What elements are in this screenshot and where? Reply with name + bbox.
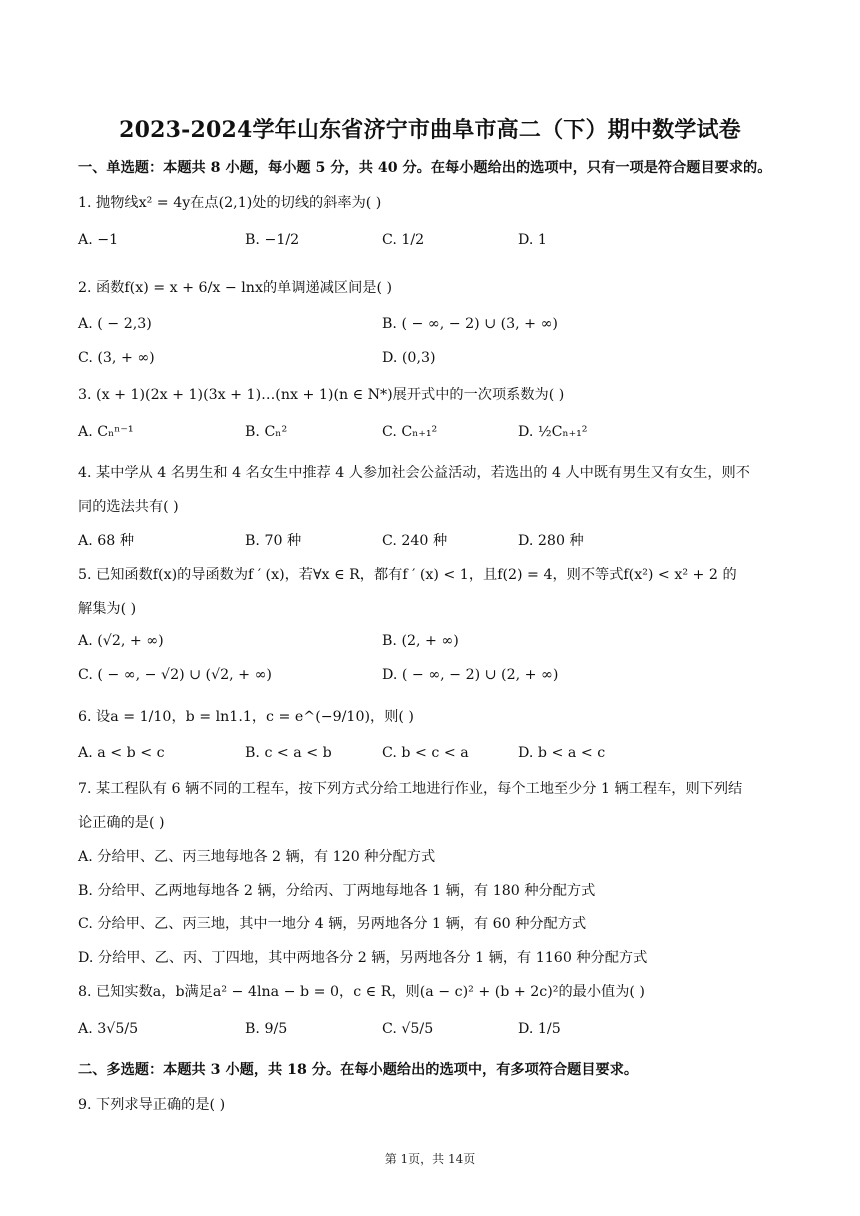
question-7-option-d: D. 分给甲、乙、丙、丁四地，其中两地各分 2 辆，另两地各分 1 辆，有 1160 种分配方式 [78, 950, 648, 966]
question-1-option-b: B. −1/2 [245, 232, 300, 248]
question-2-option-a: A. ( − 2,3) [78, 316, 152, 332]
question-1-option-c: C. 1/2 [382, 232, 425, 248]
question-5-option-a: A. (√2, + ∞) [78, 633, 164, 649]
page-footer: 第 1页，共 14页 [384, 1152, 476, 1166]
question-7-option-b: B. 分给甲、乙两地每地各 2 辆，分给丙、丁两地每地各 1 辆，有 180 种分配方式 [78, 883, 596, 899]
question-8-option-a: A. 3√5/5 [78, 1021, 139, 1037]
question-4-option-d: D. 280 种 [518, 533, 584, 549]
section-1-heading: 一、单选题：本题共 8 小题，每小题 5 分，共 40 分。在每小题给出的选项中，只有一项是符合题目要求的。 [78, 160, 772, 176]
question-8-option-b: B. 9/5 [245, 1021, 288, 1037]
question-2-stem: 2. 函数f(x) = x + 6/x − lnx的单调递减区间是( ) [78, 280, 393, 296]
question-4-option-c: C. 240 种 [382, 533, 448, 549]
question-5-option-d: D. ( − ∞, − 2) ∪ (2, + ∞) [382, 667, 559, 683]
question-9-stem: 9. 下列求导正确的是( ) [78, 1097, 226, 1113]
question-4-option-a: A. 68 种 [78, 533, 135, 549]
question-1-option-d: D. 1 [518, 232, 547, 248]
question-1-option-a: A. −1 [78, 232, 119, 248]
question-7-option-a: A. 分给甲、乙、丙三地每地各 2 辆，有 120 种分配方式 [78, 849, 436, 865]
question-3-option-b: B. Cₙ² [245, 424, 288, 440]
question-8-option-d: D. 1/5 [518, 1021, 561, 1037]
question-6-stem: 6. 设a = 1/10，b = ln1.1，c = e^(−9/10)，则( ) [78, 709, 414, 725]
question-1-stem: 1. 抛物线x² = 4y在点(2,1)处的切线的斜率为( ) [78, 195, 382, 211]
question-6-option-a: A. a < b < c [78, 745, 165, 761]
question-5-stem-line-1: 5. 已知函数f(x)的导函数为f ′ (x)，若∀x ∈ R，都有f ′ (x) < 1，且f(2) = 4，则不等式f(x²) < x² + 2 的 [78, 567, 737, 583]
page-title: 2023-2024学年山东省济宁市曲阜市高二（下）期中数学试卷 [119, 117, 741, 143]
question-2-option-c: C. (3, + ∞) [78, 350, 155, 366]
question-6-option-d: D. b < a < c [518, 745, 606, 761]
question-7-stem-line-2: 论正确的是( ) [78, 815, 165, 831]
question-5-option-c: C. ( − ∞, − √2) ∪ (√2, + ∞) [78, 667, 272, 683]
question-4-stem-line-2: 同的选法共有( ) [78, 499, 179, 515]
question-8-stem: 8. 已知实数a，b满足a² − 4lna − b = 0，c ∈ R，则(a − c)² + (b + 2c)²的最小值为( ) [78, 984, 645, 1000]
question-3-option-d: D. ½Cₙ₊₁² [518, 424, 588, 440]
question-3-option-a: A. Cₙⁿ⁻¹ [78, 424, 134, 440]
question-4-stem-line-1: 4. 某中学从 4 名男生和 4 名女生中推荐 4 人参加社会公益活动，若选出的 4 人中既有男生又有女生，则不 [78, 465, 750, 481]
question-7-option-c: C. 分给甲、乙、丙三地，其中一地分 4 辆，另两地各分 1 辆，有 60 种分配方式 [78, 916, 587, 932]
question-8-option-c: C. √5/5 [382, 1021, 434, 1037]
section-2-heading: 二、多选题：本题共 3 小题，共 18 分。在每小题给出的选项中，有多项符合题目要求。 [78, 1062, 639, 1078]
question-2-option-b: B. ( − ∞, − 2) ∪ (3, + ∞) [382, 316, 558, 332]
question-6-option-c: C. b < c < a [382, 745, 469, 761]
question-3-option-c: C. Cₙ₊₁² [382, 424, 438, 440]
question-6-option-b: B. c < a < b [245, 745, 332, 761]
question-7-stem-line-1: 7. 某工程队有 6 辆不同的工程车，按下列方式分给工地进行作业，每个工地至少分 1 辆工程车，则下列结 [78, 781, 743, 797]
question-2-option-d: D. (0,3) [382, 350, 436, 366]
question-5-option-b: B. (2, + ∞) [382, 633, 459, 649]
question-3-stem: 3. (x + 1)(2x + 1)(3x + 1)…(nx + 1)(n ∈ N*)展开式中的一次项系数为( ) [78, 387, 565, 403]
question-5-stem-line-2: 解集为( ) [78, 601, 137, 617]
question-4-option-b: B. 70 种 [245, 533, 302, 549]
